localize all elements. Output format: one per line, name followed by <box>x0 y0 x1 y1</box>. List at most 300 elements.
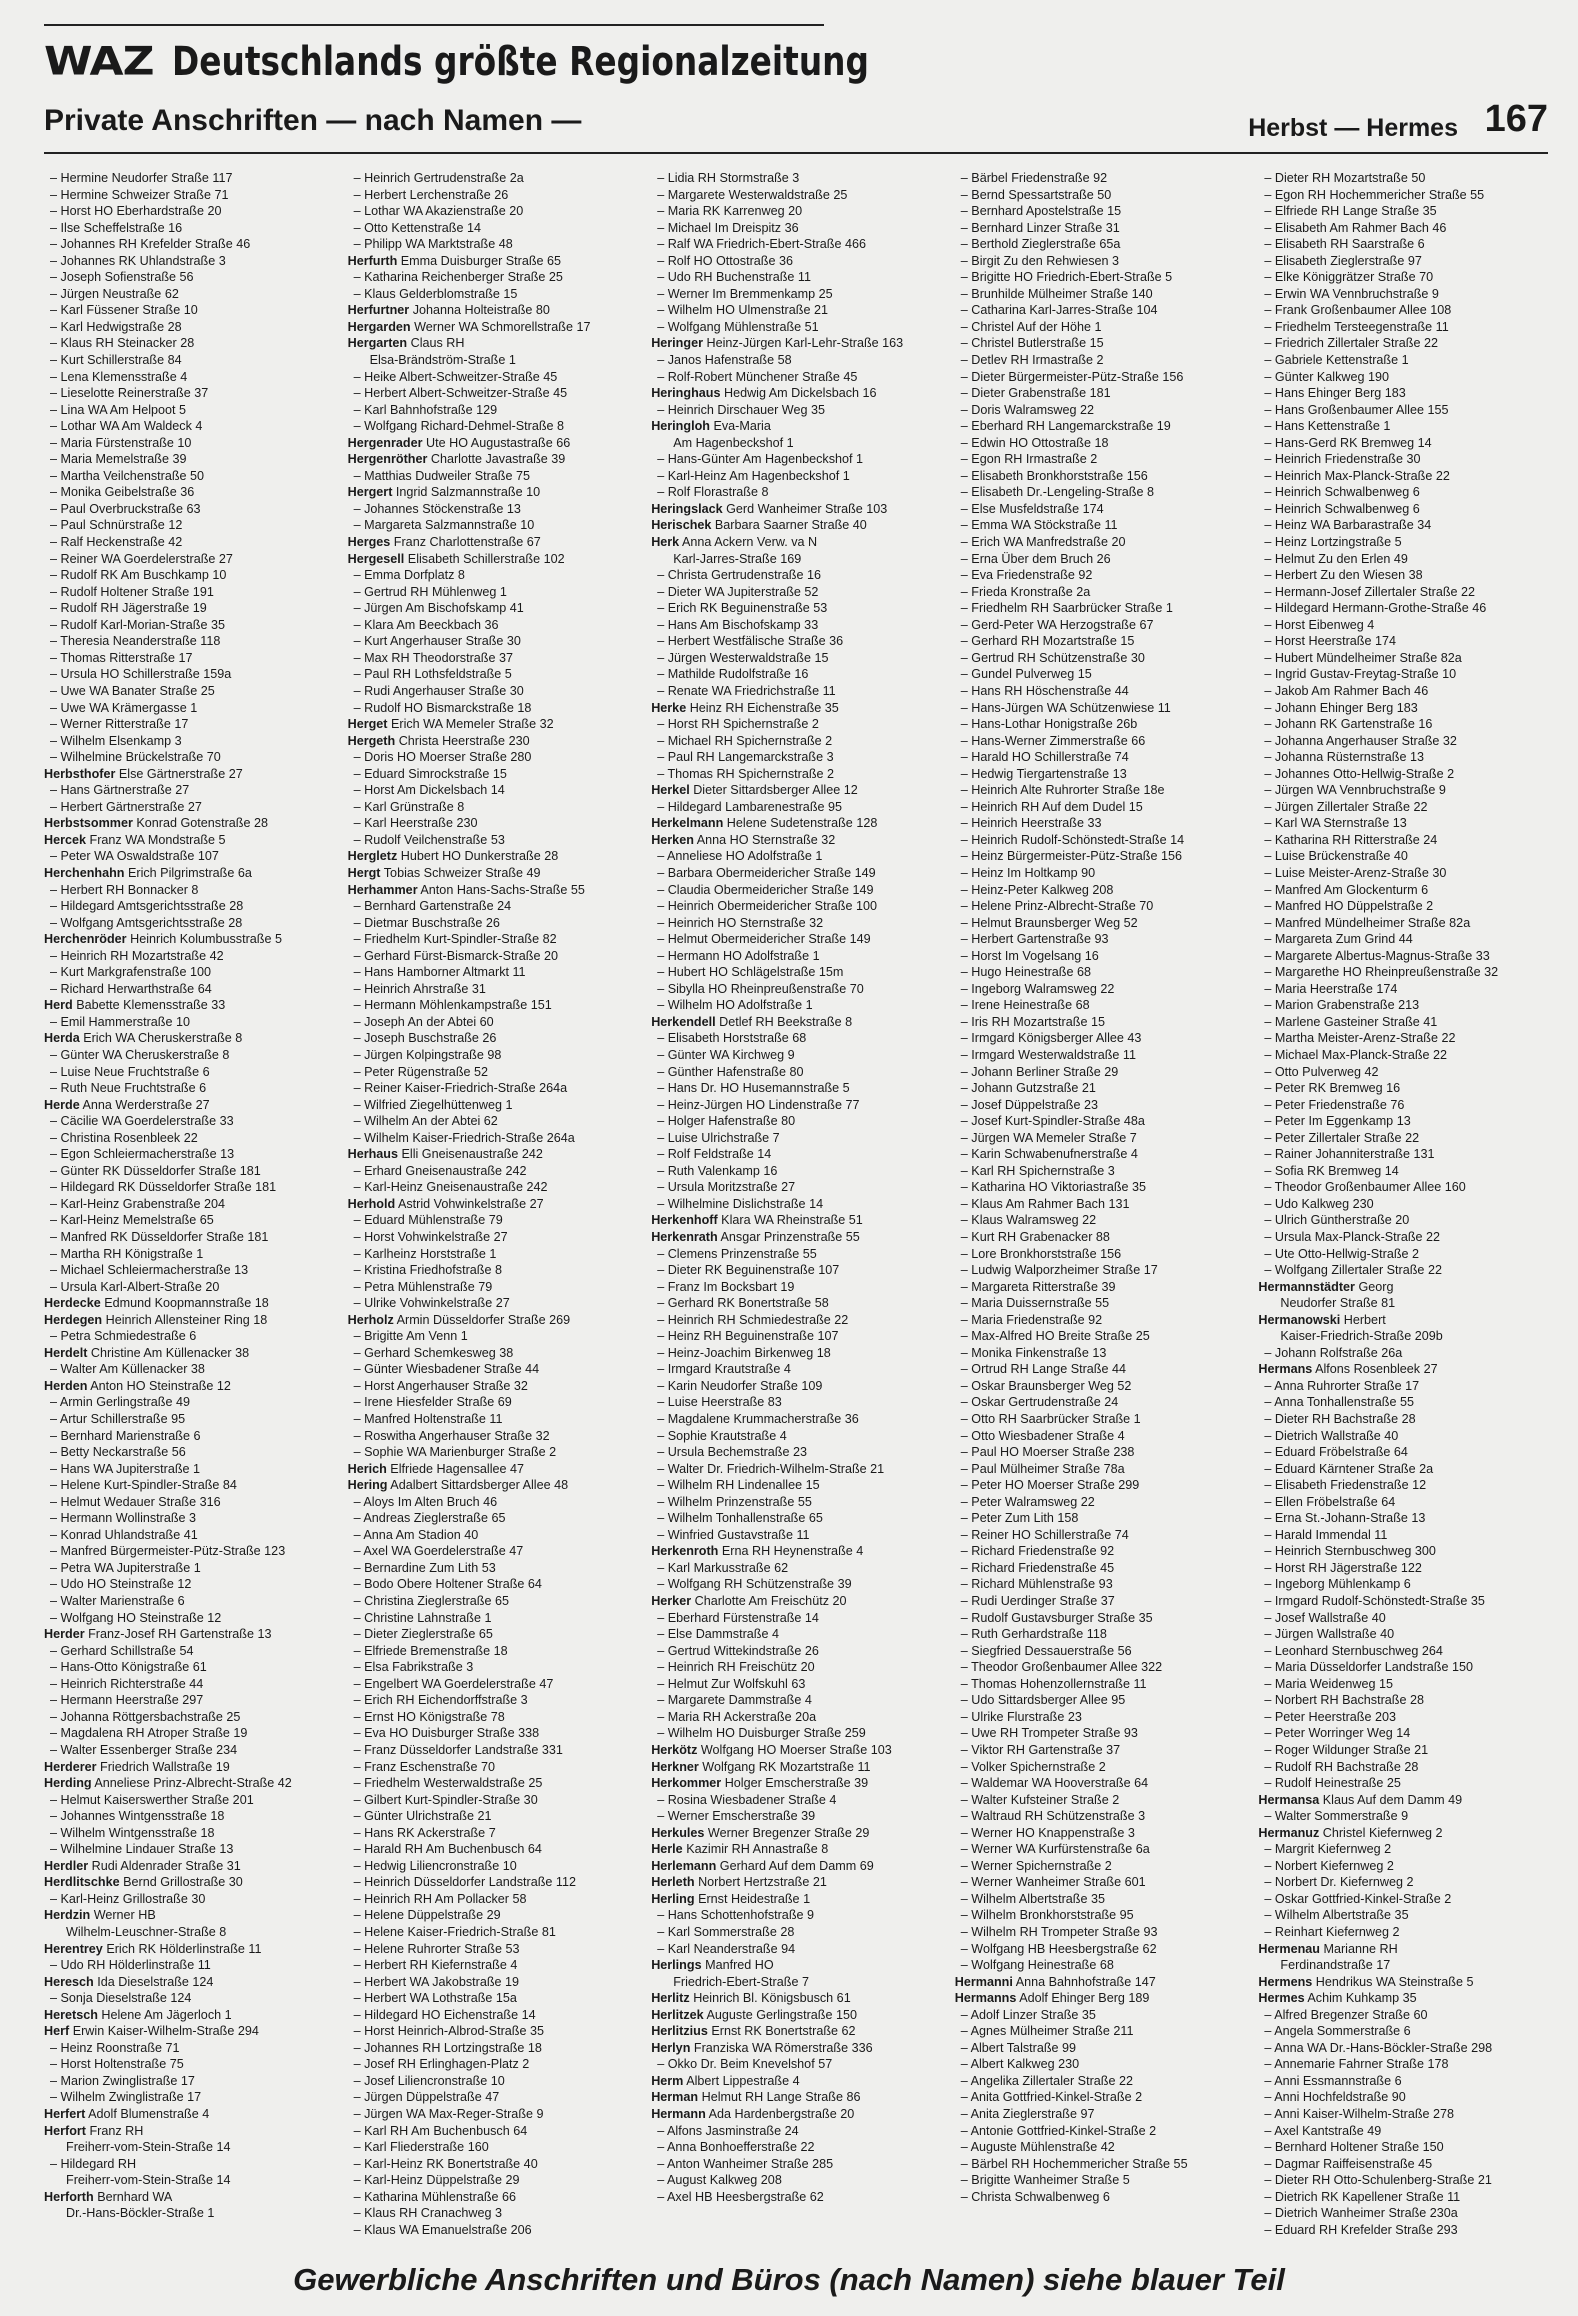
sub-entry: – Heinz Roonstraße 71 <box>44 2040 340 2057</box>
surname-entry <box>44 1974 340 1991</box>
continuation-line: Friedrich-Ebert-Straße 7 <box>673 1974 809 1989</box>
sub-entry: – Hubert HO Schlägelstraße 15m <box>651 964 947 981</box>
sub-entry: – Karl RH Spichernstraße 3 <box>955 1163 1251 1180</box>
sub-entry: – Heinrich Alte Ruhrorter Straße 18e <box>955 782 1251 799</box>
sub-entry: – Iris RH Mozartstraße 15 <box>955 1014 1251 1031</box>
sub-entry: – Heinrich RH Auf dem Dudel 15 <box>955 799 1251 816</box>
sub-entry: – Udo Sittardsberger Allee 95 <box>955 1692 1251 1709</box>
surname: Herchenröder <box>44 932 127 947</box>
sub-entry: – Günther Hafenstraße 80 <box>651 1064 947 1081</box>
sub-entry: – Gilbert Kurt-Spindler-Straße 30 <box>348 1792 644 1809</box>
entry-text: Klara WA Rheinstraße 51 <box>721 1213 863 1228</box>
sub-entry: – Karl-Heinz Grillostraße 30 <box>44 1891 340 1908</box>
sub-entry: – Horst Im Vogelsang 16 <box>955 948 1251 965</box>
sub-entry: – Wolfgang HB Heesbergstraße 62 <box>955 1941 1251 1958</box>
sub-entry: – Jürgen WA Memeler Straße 7 <box>955 1130 1251 1147</box>
sub-entry: – Bernhard Apostelstraße 15 <box>955 203 1251 220</box>
surname: Herchenhahn <box>44 865 125 880</box>
surname-entry <box>44 2023 340 2040</box>
sub-entry: – Ingeborg Mühlenkamp 6 <box>1258 1576 1554 1593</box>
entry-text: Werner HB <box>93 1908 156 1923</box>
surname: Herda <box>44 1031 80 1046</box>
sub-entry: – Gerd-Peter WA Herzogstraße 67 <box>955 617 1251 634</box>
sub-entry: – Walter Sommerstraße 9 <box>1258 1808 1554 1825</box>
sub-entry: – Dietrich RK Kapellener Straße 11 <box>1258 2189 1554 2206</box>
sub-entry: – Peter WA Oswaldstraße 107 <box>44 848 340 865</box>
sub-entry: – Anita Zieglerstraße 97 <box>955 2106 1251 2123</box>
sub-entry: – Hans-Gerd RK Bremweg 14 <box>1258 435 1554 452</box>
sub-entry: – Brigitte Am Venn 1 <box>348 1328 644 1345</box>
sub-entry: – Thomas RH Spichernstraße 2 <box>651 766 947 783</box>
sub-entry: – Thomas Hohenzollernstraße 11 <box>955 1676 1251 1693</box>
sub-entry: – Anna WA Dr.-Hans-Böckler-Straße 298 <box>1258 2040 1554 2057</box>
sub-entry: – Winfried Gustavstraße 11 <box>651 1527 947 1544</box>
continuation-line: Dr.-Hans-Böckler-Straße 1 <box>66 2206 215 2221</box>
sub-entry: – Ellen Fröbelstraße 64 <box>1258 1494 1554 1511</box>
sub-entry: – Luise Heerstraße 83 <box>651 1394 947 1411</box>
sub-entry: – Joseph Sofienstraße 56 <box>44 269 340 286</box>
entry-text: Eva-Maria <box>713 419 771 434</box>
sub-entry: – Leonhard Sternbuschweg 264 <box>1258 1643 1554 1660</box>
entry-text: Claus RH <box>410 336 465 351</box>
sub-entry: – Manfred RK Düsseldorfer Straße 181 <box>44 1229 340 1246</box>
sub-entry: – Rudolf RK Am Buschkamp 10 <box>44 567 340 584</box>
surname-entry <box>348 534 644 551</box>
sub-entry: – Angelika Zillertaler Straße 22 <box>955 2073 1251 2090</box>
sub-entry: – Johann Ehinger Berg 183 <box>1258 700 1554 717</box>
surname: Herich <box>347 1461 387 1476</box>
surname-entry <box>955 1974 1251 1991</box>
sub-entry: – Hermann Möhlenkampstraße 151 <box>348 997 644 1014</box>
entry-text: Babette Klemensstraße 33 <box>76 998 226 1013</box>
continuation-line: Elsa-Brändström-Straße 1 <box>369 353 516 368</box>
sub-entry: – Wilfried Ziegelhüttenweg 1 <box>348 1097 644 1114</box>
surname-entry <box>348 882 644 899</box>
sub-entry: – Hans RK Ackerstraße 7 <box>348 1825 644 1842</box>
sub-entry: – Karl-Heinz Grabenstraße 204 <box>44 1196 340 1213</box>
surname-entry <box>44 1858 340 1875</box>
sub-entry: – Albert Kalkweg 230 <box>955 2056 1251 2073</box>
surname-entry <box>1258 1941 1554 1958</box>
sub-entry: – Wolfgang HO Steinstraße 12 <box>44 1610 340 1627</box>
surname: Herling <box>651 1891 695 1906</box>
sub-entry: – Hans Dr. HO Husemannstraße 5 <box>651 1080 947 1097</box>
entry-text: Armin Düsseldorfer Straße 269 <box>396 1312 571 1327</box>
sub-entry: – Josef Liliencronstraße 10 <box>348 2073 644 2090</box>
sub-entry: – Heinz-Joachim Birkenweg 18 <box>651 1345 947 1362</box>
sub-entry: – Wilhelm HO Ulmenstraße 21 <box>651 302 947 319</box>
entry-text: Hedwig Am Dickelsbach 16 <box>723 386 877 401</box>
entry-text: Erna RH Heynenstraße 4 <box>721 1544 864 1559</box>
waz-logo: WAZ <box>44 38 154 85</box>
sub-entry: – Klaus WA Emanuelstraße 206 <box>348 2222 644 2239</box>
sub-entry: – Janos Hafenstraße 58 <box>651 352 947 369</box>
sub-entry: – Anni Kaiser-Wilhelm-Straße 278 <box>1258 2106 1554 2123</box>
sub-entry: – Elisabeth Zieglerstraße 97 <box>1258 253 1554 270</box>
sub-entry: – Lothar WA Akazienstraße 20 <box>348 203 644 220</box>
sub-entry: – Paul Mülheimer Straße 78a <box>955 1461 1251 1478</box>
surname-entry <box>651 517 947 534</box>
sub-entry: – Bärbel RH Hochemmericher Straße 55 <box>955 2156 1251 2173</box>
sub-entry: – Günter Ulrichstraße 21 <box>348 1808 644 1825</box>
surname-entry <box>651 385 947 402</box>
sub-entry: – Peter Walramsweg 22 <box>955 1494 1251 1511</box>
entry-text: Anna Bahnhofstraße 147 <box>1015 1974 1156 1989</box>
sub-entry: – Horst Holtenstraße 75 <box>44 2056 340 2073</box>
surname-entry <box>651 1742 947 1759</box>
sub-entry: – Irmgard Krautstraße 4 <box>651 1361 947 1378</box>
sub-entry: – Kurt Angerhauser Straße 30 <box>348 633 644 650</box>
sub-entry: – Manfred Am Glockenturm 6 <box>1258 882 1554 899</box>
entry-text: Anneliese Prinz-Albrecht-Straße 42 <box>94 1776 292 1791</box>
sub-entry: – Manfred Holtenstraße 11 <box>348 1411 644 1428</box>
surname-entry <box>44 1941 340 1958</box>
sub-entry: – Heinrich Düsseldorfer Landstraße 112 <box>348 1874 644 1891</box>
sub-entry: – Erich RK Beguinenstraße 53 <box>651 600 947 617</box>
surname-entry <box>44 1775 340 1792</box>
surname: Herken <box>651 832 694 847</box>
sub-entry: – Reinhart Kiefernweg 2 <box>1258 1924 1554 1941</box>
sub-entry: – Lieselotte Reinerstraße 37 <box>44 385 340 402</box>
sub-entry: – Karl-Heinz Gneisenaustraße 242 <box>348 1179 644 1196</box>
sub-entry: – Christine Lahnstraße 1 <box>348 1610 644 1627</box>
entry-text: Ida Dieselstraße 124 <box>97 1974 214 1989</box>
sub-entry: – Heinrich RH Freischütz 20 <box>651 1659 947 1676</box>
sub-entry: – Christel Auf der Höhe 1 <box>955 319 1251 336</box>
sub-entry: – Johannes Stöckenstraße 13 <box>348 501 644 518</box>
entry-text: Ansgar Prinzenstraße 55 <box>720 1230 860 1244</box>
sub-entry: – Maria Duissernstraße 55 <box>955 1295 1251 1312</box>
sub-entry: – Michael Max-Planck-Straße 22 <box>1258 1047 1554 1064</box>
surname-entry <box>651 1212 947 1229</box>
surname: Herfurth <box>347 253 398 268</box>
surname-entry <box>44 997 340 1014</box>
sub-entry: – Franz Eschenstraße 70 <box>348 1759 644 1776</box>
surname: Herfort <box>44 2123 86 2138</box>
entry-text: Anton HO Steinstraße 12 <box>90 1378 231 1393</box>
surname: Hermanowski <box>1258 1312 1341 1327</box>
sub-entry: – Klaus Walramsweg 22 <box>955 1212 1251 1229</box>
sub-entry: – Wilhelmine Brückelstraße 70 <box>44 749 340 766</box>
sub-entry: – Helene Prinz-Albrecht-Straße 70 <box>955 898 1251 915</box>
surname: Herding <box>44 1776 92 1791</box>
surname: Herde <box>44 1097 80 1112</box>
surname: Herkules <box>651 1825 705 1840</box>
sub-entry: – Lena Klemensstraße 4 <box>44 369 340 386</box>
surname-entry <box>44 1874 340 1891</box>
surname-entry <box>651 1593 947 1610</box>
sub-entry: – Werner Wanheimer Straße 601 <box>955 1874 1251 1891</box>
sub-entry: – Betty Neckarstraße 56 <box>44 1444 340 1461</box>
sub-entry: – Anni Hochfeldstraße 90 <box>1258 2089 1554 2106</box>
sub-entry: – Luise Neue Fruchtstraße 6 <box>44 1064 340 1081</box>
surname: Hering <box>347 1478 388 1493</box>
surname-entry <box>651 1874 947 1891</box>
sub-entry: – Walter Marienstraße 6 <box>44 1593 340 1610</box>
sub-entry: – Hans Kettenstraße 1 <box>1258 418 1554 435</box>
sub-entry: – Wilhelmine Lindauer Straße 13 <box>44 1841 340 1858</box>
surname: Herkenroth <box>651 1544 719 1559</box>
sub-entry: – Klaus Am Rahmer Bach 131 <box>955 1196 1251 1213</box>
sub-entry: – Peter HO Moerser Straße 299 <box>955 1477 1251 1494</box>
surname-entry <box>44 1312 340 1329</box>
sub-entry: – Ulrike Vohwinkelstraße 27 <box>348 1295 644 1312</box>
sub-entry: – Peter RK Bremweg 16 <box>1258 1080 1554 1097</box>
entry-text: Heinrich Allensteiner Ring 18 <box>105 1312 268 1327</box>
sub-entry: – Heinrich Dirschauer Weg 35 <box>651 402 947 419</box>
sub-entry: – Wolfgang RH Schützenstraße 39 <box>651 1576 947 1593</box>
sub-entry: – Herbert WA Jakobstraße 19 <box>348 1974 644 1991</box>
sub-entry: – Karl Grünstraße 8 <box>348 799 644 816</box>
sub-entry: – Marion Zwinglistraße 17 <box>44 2073 340 2090</box>
sub-entry: – Wilhelmine Dislichstraße 14 <box>651 1196 947 1213</box>
sub-entry: – Heike Albert-Schweitzer-Straße 45 <box>348 369 644 386</box>
listing-columns <box>44 170 1554 2237</box>
continuation-line: Freiherr-vom-Stein-Straße 14 <box>66 2140 231 2155</box>
sub-entry: – Jürgen WA Vennbruchstraße 9 <box>1258 782 1554 799</box>
sub-entry: – Birgit Zu den Rehwiesen 3 <box>955 253 1251 270</box>
sub-entry: – Hermine Neudorfer Straße 117 <box>44 170 340 187</box>
slogan: Deutschlands größte Regionalzeitung <box>171 38 869 85</box>
entry-text: Erich Pilgrimstraße 6a <box>127 865 252 880</box>
sub-entry: – Ingeborg Walramsweg 22 <box>955 981 1251 998</box>
surname: Hergt <box>347 865 381 880</box>
sub-entry: – Jürgen Westerwaldstraße 15 <box>651 650 947 667</box>
sub-entry: – Otto RH Saarbrücker Straße 1 <box>955 1411 1251 1428</box>
surname-entry <box>348 302 644 319</box>
surname: Herlitzius <box>651 2024 708 2039</box>
sub-entry: – Ruth Neue Fruchtstraße 6 <box>44 1080 340 1097</box>
surname-entry <box>44 2123 340 2140</box>
entry-text: Holger Emscherstraße 39 <box>724 1776 869 1791</box>
surname: Herden <box>44 1378 88 1393</box>
surname: Herkner <box>651 1759 699 1774</box>
surname-entry <box>651 832 947 849</box>
surname: Hermann <box>651 2106 706 2121</box>
sub-entry: – Lidia RH Stormstraße 3 <box>651 170 947 187</box>
sub-entry: – Erich WA Manfredstraße 20 <box>955 534 1251 551</box>
entry-text: Adolf Blumenstraße 4 <box>88 2106 210 2121</box>
sub-entry: – Jürgen Zillertaler Straße 22 <box>1258 799 1554 816</box>
entry-text: Gerhard Auf dem Damm 69 <box>719 1858 874 1873</box>
surname-entry <box>44 2007 340 2024</box>
surname: Herlitzek <box>651 2007 704 2022</box>
sub-entry: – Aloys Im Alten Bruch 46 <box>348 1494 644 1511</box>
sub-entry: – Erna Über dem Bruch 26 <box>955 551 1251 568</box>
sub-entry: – Egon Schleiermacherstraße 13 <box>44 1146 340 1163</box>
surname-entry <box>651 782 947 799</box>
sub-entry: – Ulrich Güntherstraße 20 <box>1258 1212 1554 1229</box>
surname: Herfert <box>44 2106 86 2121</box>
surname-entry <box>44 1030 340 1047</box>
surname: Herman <box>651 2090 699 2105</box>
sub-entry: – Josef Düppelstraße 23 <box>955 1097 1251 1114</box>
surname-entry <box>44 1759 340 1776</box>
sub-entry: – Margrit Kiefernweg 2 <box>1258 1841 1554 1858</box>
surname-entry <box>1258 1279 1554 1296</box>
surname-entry <box>348 551 644 568</box>
sub-entry: – Wolfgang Zillertaler Straße 22 <box>1258 1262 1554 1279</box>
sub-entry: – Axel Kantstraße 49 <box>1258 2123 1554 2140</box>
entry-text: Elisabeth Schillerstraße 102 <box>407 551 565 566</box>
sub-entry: – Wilhelm RH Trompeter Straße 93 <box>955 1924 1251 1941</box>
sub-entry: – Otto Wiesbadener Straße 4 <box>955 1428 1251 1445</box>
sub-entry: – Peter Friedenstraße 76 <box>1258 1097 1554 1114</box>
sub-entry: – Franz Düsseldorfer Landstraße 331 <box>348 1742 644 1759</box>
sub-entry: – Maria RH Ackerstraße 20a <box>651 1709 947 1726</box>
sub-entry: – Margareta Ritterstraße 39 <box>955 1279 1251 1296</box>
surname: Hermes <box>1258 1991 1305 2006</box>
sub-entry: – Adolf Linzer Straße 35 <box>955 2007 1251 2024</box>
surname: Herk <box>651 535 680 550</box>
sub-entry: – Karl Sommerstraße 28 <box>651 1924 947 1941</box>
sub-entry: – Petra Mühlenstraße 79 <box>348 1279 644 1296</box>
sub-entry: – Heinz-Jürgen HO Lindenstraße 77 <box>651 1097 947 1114</box>
sub-entry: – Holger Hafenstraße 80 <box>651 1113 947 1130</box>
sub-entry: – Jürgen Düppelstraße 47 <box>348 2089 644 2106</box>
sub-entry: – Werner Emscherstraße 39 <box>651 1808 947 1825</box>
surname-entry <box>348 484 644 501</box>
sub-entry: – Dagmar Raiffeisenstraße 45 <box>1258 2156 1554 2173</box>
sub-entry: – Hildegard RK Düsseldorfer Straße 181 <box>44 1179 340 1196</box>
sub-entry: – Else Musfeldstraße 174 <box>955 501 1251 518</box>
sub-entry: – Josef Wallstraße 40 <box>1258 1610 1554 1627</box>
surname: Herhammer <box>347 882 418 897</box>
sub-entry: – Helmut Obermeidericher Straße 149 <box>651 931 947 948</box>
sub-entry: – Clemens Prinzenstraße 55 <box>651 1246 947 1263</box>
sub-entry: – Lina WA Am Helpoot 5 <box>44 402 340 419</box>
sub-entry: – Friedrich Zillertaler Straße 22 <box>1258 335 1554 352</box>
sub-entry: – Heinrich Friedenstraße 30 <box>1258 451 1554 468</box>
surname-entry <box>651 418 947 435</box>
sub-entry: – Marion Grabenstraße 213 <box>1258 997 1554 1014</box>
sub-entry: – Philipp WA Marktstraße 48 <box>348 236 644 253</box>
sub-entry: – Eberhard RH Langemarckstraße 19 <box>955 418 1251 435</box>
sub-entry: – Ursula Bechemstraße 23 <box>651 1444 947 1461</box>
entry-text: Konrad Gotenstraße 28 <box>136 816 269 831</box>
sub-entry: – Friedhelm Westerwaldstraße 25 <box>348 1775 644 1792</box>
entry-text: Achim Kuhkamp 35 <box>1307 1991 1417 2006</box>
name-range: Herbst — Hermes <box>1248 114 1458 142</box>
sub-entry: – Helene Ruhrorter Straße 53 <box>348 1941 644 1958</box>
sub-entry: – Hans Gärtnerstraße 27 <box>44 782 340 799</box>
sub-entry: – Gabriele Kettenstraße 1 <box>1258 352 1554 369</box>
surname-entry <box>348 253 644 270</box>
surname-entry <box>955 1990 1251 2007</box>
sub-entry: – Martha RH Königstraße 1 <box>44 1246 340 1263</box>
sub-entry: – Harald HO Schillerstraße 74 <box>955 749 1251 766</box>
sub-entry: – Heinrich Schwalbenweg 6 <box>1258 501 1554 518</box>
sub-entry: – Horst Heinrich-Albrod-Straße 35 <box>348 2023 644 2040</box>
sub-entry: – Max RH Theodorstraße 37 <box>348 650 644 667</box>
surname-entry <box>651 501 947 518</box>
sub-entry: – Heinrich Heerstraße 33 <box>955 815 1251 832</box>
sub-entry: – Heinrich RH Am Pollacker 58 <box>348 1891 644 1908</box>
sub-entry: – Engelbert WA Goerdelerstraße 47 <box>348 1676 644 1693</box>
surname-entry <box>651 1957 947 1974</box>
sub-entry: – Axel WA Goerdelerstraße 47 <box>348 1543 644 1560</box>
sub-entry: – Karl-Heinz Memelstraße 65 <box>44 1212 340 1229</box>
entry-text: Heinz RH Eichenstraße 35 <box>689 700 839 715</box>
entry-text: Bernd Grillostraße 30 <box>123 1875 243 1890</box>
entry-text: Dieter Sittardsberger Allee 12 <box>693 783 858 798</box>
sub-entry: – Annemarie Fahrner Straße 178 <box>1258 2056 1554 2073</box>
sub-entry: – Wilhelm Albertstraße 35 <box>1258 1907 1554 1924</box>
continuation-line: Freiherr-vom-Stein-Straße 14 <box>66 2173 231 2188</box>
sub-entry: – Kurt Schillerstraße 84 <box>44 352 340 369</box>
sub-entry: – Doris HO Moerser Straße 280 <box>348 749 644 766</box>
surname-entry <box>1258 1361 1554 1378</box>
sub-entry: – Dieter RH Otto-Schulenberg-Straße 21 <box>1258 2172 1554 2189</box>
sub-entry: – Rolf Feldstraße 14 <box>651 1146 947 1163</box>
sub-entry: – Heinz RH Beguinenstraße 107 <box>651 1328 947 1345</box>
sub-entry: – Max-Alfred HO Breite Straße 25 <box>955 1328 1251 1345</box>
sub-entry: – Hans-Lothar Honigstraße 26b <box>955 716 1251 733</box>
surname: Hergenröther <box>347 452 428 467</box>
entry-text: Helene Am Jägerloch 1 <box>101 2007 232 2022</box>
surname-entry <box>651 1775 947 1792</box>
sub-entry: – Bernhard Linzer Straße 31 <box>955 220 1251 237</box>
subhead-row <box>44 98 1548 148</box>
sub-entry: – Joseph Buschstraße 26 <box>348 1030 644 1047</box>
sub-entry: – Paul Overbruckstraße 63 <box>44 501 340 518</box>
sub-entry: – Jürgen Neustraße 62 <box>44 286 340 303</box>
surname-entry <box>651 1543 947 1560</box>
sub-entry: – Herbert Gartenstraße 93 <box>955 931 1251 948</box>
sub-entry: – Karl Hedwigstraße 28 <box>44 319 340 336</box>
sub-entry: – Johann Berliner Straße 29 <box>955 1064 1251 1081</box>
sub-entry: – Johanna Rüsternstraße 13 <box>1258 749 1554 766</box>
continuation-line: Neudorfer Straße 81 <box>1280 1296 1396 1311</box>
sub-entry: – Claudia Obermeidericher Straße 149 <box>651 882 947 899</box>
sub-entry: – Paul RH Lothsfeldstraße 5 <box>348 666 644 683</box>
sub-entry: – Horst Eibenweg 4 <box>1258 617 1554 634</box>
sub-entry: – Elisabeth Bronkhorststraße 156 <box>955 468 1251 485</box>
sub-entry: – Gerhard RH Mozartstraße 15 <box>955 633 1251 650</box>
entry-text: Ernst RK Bonertstraße 62 <box>711 2024 856 2039</box>
sub-entry: – Günter Wiesbadener Straße 44 <box>348 1361 644 1378</box>
sub-entry: – Karl Heerstraße 230 <box>348 815 644 832</box>
sub-entry: – Antonie Gottfried-Kinkel-Straße 2 <box>955 2123 1251 2140</box>
sub-entry: – Eduard Simrockstraße 15 <box>348 766 644 783</box>
sub-entry: – Manfred HO Düppelstraße 2 <box>1258 898 1554 915</box>
entry-text: Christel Kiefernweg 2 <box>1322 1825 1443 1840</box>
sub-entry: – Anna Ruhrorter Straße 17 <box>1258 1378 1554 1395</box>
sub-entry: – Rolf-Robert Münchener Straße 45 <box>651 369 947 386</box>
sub-entry: – Katharina RH Ritterstraße 24 <box>1258 832 1554 849</box>
surname-entry <box>348 865 644 882</box>
surname: Herforth <box>44 2189 94 2204</box>
sub-entry: – Herbert Zu den Wiesen 38 <box>1258 567 1554 584</box>
sub-entry: – Jürgen Am Bischofskamp 41 <box>348 600 644 617</box>
surname-entry <box>651 534 947 551</box>
sub-entry: – Ralf Heckenstraße 42 <box>44 534 340 551</box>
surname: Herkendell <box>651 1014 716 1029</box>
sub-entry: – Dieter Bürgermeister-Pütz-Straße 156 <box>955 369 1251 386</box>
sub-entry: – Peter Zillertaler Straße 22 <box>1258 1130 1554 1147</box>
surname: Heringer <box>651 336 703 351</box>
sub-entry: – Theodor Großenbaumer Allee 160 <box>1258 1179 1554 1196</box>
entry-text: Heinrich Kolumbusstraße 5 <box>130 932 282 947</box>
sub-entry: – Josef Kurt-Spindler-Straße 48a <box>955 1113 1251 1130</box>
surname-entry <box>44 832 340 849</box>
sub-entry: – Erna St.-Johann-Straße 13 <box>1258 1510 1554 1527</box>
sub-entry: – Friedhelm Tersteegenstraße 11 <box>1258 319 1554 336</box>
surname-entry <box>651 1990 947 2007</box>
sub-entry: – Gerhard Schemkesweg 38 <box>348 1345 644 1362</box>
section-title: Private Anschriften — nach Namen — <box>44 104 582 137</box>
sub-entry: – Karl-Heinz RK Bonertstraße 40 <box>348 2156 644 2173</box>
